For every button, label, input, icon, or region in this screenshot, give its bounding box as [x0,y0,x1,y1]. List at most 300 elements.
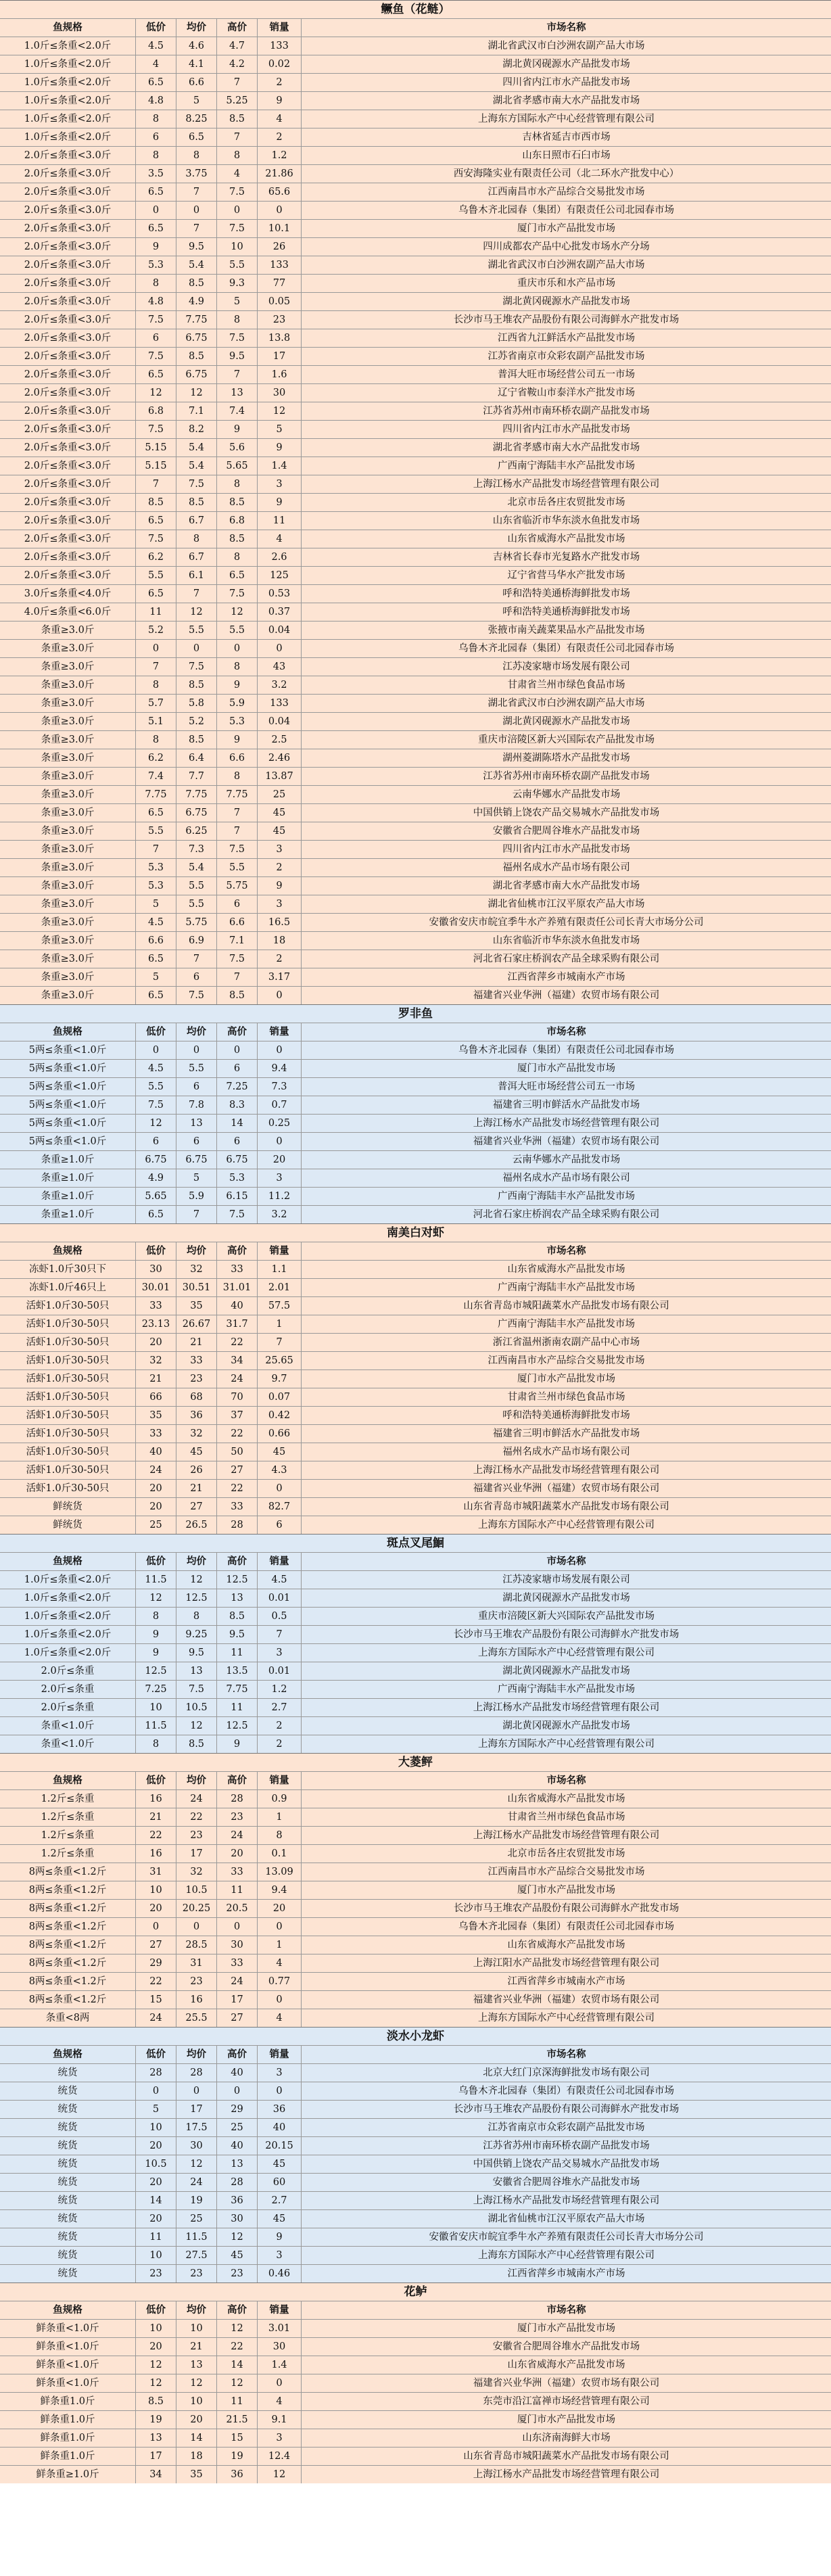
header-row [0,18,831,37]
table-cell: 7.25 [135,1681,176,1698]
table-row [0,164,831,183]
table-cell: 8 [135,731,176,749]
table-cell: 40 [257,2119,301,2136]
table-cell: 福建省三明市鲜活水产品批发市场 [301,1096,831,1114]
table-cell: 5.7 [135,695,176,712]
table-cell: 4 [216,165,257,183]
table-cell: 0.02 [257,55,301,73]
table-cell: 20.5 [216,1900,257,1917]
table-cell: 6.5 [135,220,176,237]
table-cell: 33 [216,1261,257,1278]
table-cell: 统货 [57,2214,78,2224]
table-cell: 13.5 [216,1662,257,1680]
table-row [0,2155,831,2173]
table-row [0,383,831,402]
table-cell: 8两≤条重<1.2斤 [28,1940,107,1950]
table-row [0,2246,831,2264]
table-cell: 10 [216,238,257,256]
table-title: 花鲈 [0,2282,831,2301]
table-row [0,329,831,347]
table-cell: 25 [216,2119,257,2136]
table-cell: 1.4 [257,2356,301,2374]
table-cell: 30 [257,2338,301,2356]
table-row [0,822,831,840]
table-cell: 广西南宁海陆丰水产品批发市场 [301,1315,831,1333]
table-cell: 26.5 [176,1516,216,1534]
table-cell: 14 [216,2356,257,2374]
table-cell: 3.2 [257,1206,301,1223]
table-cell: 1.0斤≤条重<2.0斤 [24,1593,112,1603]
table-cell: 3.5 [135,165,176,183]
column-header: 均价 [176,2046,216,2063]
table-cell: 8.5 [216,494,257,511]
table-row [0,1735,831,1753]
table-cell: 9 [257,877,301,895]
table-cell: 山东省青岛市城阳蔬菜水产品批发市场有限公司 [301,1498,831,1516]
table-cell: 21.5 [216,2411,257,2429]
table-cell: 上海东方国际水产中心经营管理有限公司 [301,2009,831,2027]
table-cell: 条重≥3.0斤 [41,954,95,964]
table-cell: 7 [135,658,176,676]
table-cell: 9 [257,494,301,511]
table-cell: 1.0斤≤条重<2.0斤 [24,1647,112,1658]
table-cell: 11.5 [135,1571,176,1589]
table-cell: 张掖市南关蔬菜果品水产品批发市场 [301,622,831,639]
table-cell: 8.5 [216,987,257,1004]
table-cell: 湖北省仙桃市江汉平原农产品大市场 [301,2210,831,2228]
table-cell: 0 [257,1041,301,1059]
table-row [0,1954,831,1972]
table-cell: 6.6 [176,74,216,91]
column-header: 销量 [257,2046,301,2063]
table-cell: 条重≥3.0斤 [41,716,95,727]
table-cell: 125 [257,567,301,584]
table-cell: 条重≥1.0斤 [41,1173,95,1184]
table-cell: 活虾1.0斤30-50只 [26,1355,110,1366]
table-cell: 9.4 [257,1060,301,1077]
table-cell: 11 [216,1881,257,1899]
table-cell: 条重≥3.0斤 [41,862,95,873]
table-cell: 鲜条重≥1.0斤 [36,2469,99,2480]
table-cell: 呼和浩特美通桥海鲜批发市场 [301,1407,831,1424]
table-cell: 5 [135,2101,176,2118]
table-cell: 条重≥3.0斤 [41,826,95,837]
table-cell: 3 [257,895,301,913]
table-row [0,913,831,931]
table-cell: 2.6 [257,548,301,566]
table-cell: 北京大红门京深海鲜批发市场有限公司 [301,2064,831,2082]
table-cell: 6.2 [135,749,176,767]
table-cell: 37 [216,1407,257,1424]
table-cell: 河北省石家庄桥润农产品全球采购有限公司 [301,1206,831,1223]
table-cell: 2.7 [257,1699,301,1716]
table-cell: 5.65 [135,1188,176,1205]
table-cell: 11.5 [176,2228,216,2246]
table-cell: 广西南宁海陆丰水产品批发市场 [301,1188,831,1205]
table-cell: 0.42 [257,1407,301,1424]
table-cell: 福建省兴业华洲（福建）农贸市场有限公司 [301,2374,831,2392]
table-cell: 吉林省延吉市西市场 [301,128,831,146]
table-cell: 7.7 [176,768,216,785]
table-cell: 中国供销上饶农产品交易城水产品批发市场 [301,2155,831,2173]
table-cell: 11.2 [257,1188,301,1205]
table-cell: 5.5 [216,256,257,274]
table-row [0,1662,831,1680]
table-row [0,201,831,219]
table-row [0,2173,831,2191]
table-cell: 5 [257,421,301,438]
table-cell: 江西省萍乡市城南水产市场 [301,1973,831,1990]
table-cell: 25 [257,786,301,803]
table-cell: 5.4 [176,457,216,475]
table-cell: 四川省内江市水产品批发市场 [301,74,831,91]
table-cell: 21 [176,1480,216,1497]
table-cell: 福建省兴业华洲（福建）农贸市场有限公司 [301,1133,831,1150]
table-cell: 10.5 [176,1699,216,1716]
table-cell: 5.5 [176,877,216,895]
table-cell: 25.65 [257,1352,301,1369]
table-cell: 23 [176,1973,216,1990]
table-cell: 12 [176,2155,216,2173]
table-cell: 9 [216,731,257,749]
table-cell: 湖北省孝感市南大水产品批发市场 [301,92,831,110]
table-cell: 活虾1.0斤30-50只 [26,1483,110,1494]
table-cell: 11 [216,2393,257,2410]
table-cell: 5.4 [176,859,216,876]
table-cell: 7 [216,128,257,146]
table-cell: 3.0斤≤条重<4.0斤 [24,588,112,599]
price-table [0,2027,831,2282]
table-cell: 10 [176,2393,216,2410]
table-cell: 条重≥3.0斤 [41,899,95,910]
table-cell: 湖北黄冈砚源水产品批发市场 [301,293,831,310]
table-cell: 2.0斤≤条重<3.0斤 [24,570,112,581]
table-cell: 8 [216,311,257,329]
table-cell: 上海东方国际水产中心经营管理有限公司 [301,110,831,128]
table-cell: 条重≥1.0斤 [41,1154,95,1165]
column-header: 高价 [216,1242,257,1260]
table-row [0,1479,831,1497]
table-cell: 条重≥3.0斤 [41,734,95,745]
table-cell: 0.77 [257,1973,301,1990]
table-cell: 8两≤条重<1.2斤 [28,1867,107,1877]
table-cell: 7.3 [176,841,216,858]
table-cell: 长沙市马王堆农产品股份有限公司海鲜水产批发市场 [301,1626,831,1643]
table-row [0,1716,831,1735]
table-cell: 5.9 [176,1188,216,1205]
table-cell: 7.75 [176,311,216,329]
table-cell: 9.25 [176,1626,216,1643]
table-cell: 0 [257,1991,301,2009]
table-row [0,2209,831,2228]
table-cell: 7 [257,1626,301,1643]
table-cell: 2.5 [257,731,301,749]
table-cell: 5.5 [135,822,176,840]
table-cell: 6.15 [216,1188,257,1205]
table-row [0,1680,831,1698]
table-cell: 西安海隆实业有限责任公司（北二环水产批发中心） [301,165,831,183]
table-cell: 2.0斤≤条重<3.0斤 [24,333,112,344]
table-cell: 8.5 [176,494,216,511]
table-cell: 36 [216,2192,257,2209]
table-row [0,785,831,803]
table-cell: 条重≥3.0斤 [41,881,95,891]
table-cell: 6 [216,895,257,913]
table-cell: 13.8 [257,329,301,347]
table-cell: 7.25 [216,1078,257,1096]
table-cell: 82.7 [257,1498,301,1516]
table-cell: 湖北黄冈砚源水产品批发市场 [301,713,831,730]
table-cell: 3.2 [257,676,301,694]
table-cell: 7.5 [176,658,216,676]
table-cell: 20 [216,1845,257,1863]
table-cell: 3.17 [257,968,301,986]
table-cell: 22 [135,1973,176,1990]
table-cell: 5.5 [176,622,216,639]
table-cell: 5两≤条重<1.0斤 [28,1063,107,1074]
table-cell: 11 [216,1644,257,1662]
table-cell: 15 [216,2429,257,2447]
table-row [0,2063,831,2082]
table-cell: 23 [216,1808,257,1826]
table-row [0,1041,831,1059]
table-cell: 活虾1.0斤30-50只 [26,1374,110,1384]
table-row [0,1789,831,1808]
table-cell: 统货 [57,2140,78,2151]
table-row [0,110,831,128]
table-row [0,2082,831,2100]
table-cell: 21 [135,1370,176,1388]
table-cell: 2.0斤≤条重<3.0斤 [24,168,112,179]
table-cell: 2 [257,74,301,91]
table-cell: 活虾1.0斤30-50只 [26,1410,110,1421]
table-cell: 0 [176,1918,216,1936]
table-cell: 13 [216,384,257,402]
table-cell: 12 [176,1717,216,1735]
table-cell: 45 [216,2247,257,2264]
table-cell: 5.8 [176,695,216,712]
column-header: 市场名称 [301,19,831,37]
table-cell: 2.0斤≤条重<3.0斤 [24,442,112,453]
table-cell: 33 [176,1352,216,1369]
table-cell: 8 [135,147,176,164]
table-cell: 条重≥3.0斤 [41,625,95,636]
table-row [0,1698,831,1716]
table-cell: 45 [257,804,301,822]
table-cell: 7 [176,183,216,201]
table-row [0,2136,831,2155]
table-row [0,310,831,329]
table-cell: 4 [257,2009,301,2027]
table-cell: 7 [176,585,216,603]
table-cell: 4 [257,530,301,548]
table-cell: 5 [176,1169,216,1187]
table-cell: 乌鲁木齐北园春（集团）有限责任公司北园春市场 [301,1918,831,1936]
table-cell: 20 [135,2174,176,2191]
table-cell: 上海东方国际水产中心经营管理有限公司 [301,1644,831,1662]
table-row [0,1443,831,1461]
table-cell: 9 [257,92,301,110]
table-cell: 10.1 [257,220,301,237]
table-row [0,1205,831,1223]
table-cell: 乌鲁木齐北园春（集团）有限责任公司北园春市场 [301,202,831,219]
table-cell: 8.5 [216,530,257,548]
table-cell: 8两≤条重<1.2斤 [28,1976,107,1987]
table-cell: 34 [135,2466,176,2483]
table-cell: 鲜条重<1.0斤 [36,2341,99,2352]
table-cell: 6.5 [135,366,176,383]
table-cell: 20 [257,1900,301,1917]
table-cell: 2.0斤≤条重<3.0斤 [24,278,112,289]
table-row [0,1059,831,1077]
table-cell: 10 [135,2247,176,2264]
table-cell: 15 [135,1991,176,2009]
table-cell: 10.5 [135,2155,176,2173]
column-header: 均价 [176,1772,216,1789]
table-cell: 0 [135,1041,176,1059]
table-row [0,639,831,657]
table-cell: 福州名成水产品市场有限公司 [301,859,831,876]
table-cell: 20 [176,2411,216,2429]
table-cell: 湖北黄冈砚源水产品批发市场 [301,1717,831,1735]
table-cell: 24 [216,1370,257,1388]
table-row [0,365,831,383]
table-cell: 0.5 [257,1608,301,1625]
table-cell: 8 [135,1735,176,1753]
table-cell: 22 [176,1808,216,1826]
table-row [0,1169,831,1187]
table-row [0,1260,831,1278]
table-cell: 条重≥3.0斤 [41,789,95,800]
table-cell: 鲜统货 [53,1520,82,1530]
table-cell: 7 [257,1334,301,1351]
table-cell: 45 [257,2155,301,2173]
table-cell: 8 [135,676,176,694]
table-cell: 13 [176,2356,216,2374]
column-header: 市场名称 [301,1242,831,1260]
table-cell: 湖北黄冈砚源水产品批发市场 [301,1662,831,1680]
column-header: 市场名称 [301,2046,831,2063]
table-cell: 鲜条重<1.0斤 [36,2378,99,2389]
table-row [0,1333,831,1351]
table-row [0,1077,831,1096]
table-cell: 山东日照市石臼市场 [301,147,831,164]
table-cell: 鲜条重1.0斤 [40,2451,95,2462]
table-cell: 31 [135,1863,176,1881]
table-cell: 活虾1.0斤30-50只 [26,1319,110,1330]
column-header: 低价 [135,1242,176,1260]
table-cell: 湖北黄冈砚源水产品批发市场 [301,55,831,73]
table-cell: 统货 [57,2195,78,2206]
table-cell: 5.75 [216,877,257,895]
table-cell: 27 [176,1498,216,1516]
table-title: 大菱鲆 [0,1753,831,1771]
table-cell: 33 [216,1954,257,1972]
table-cell: 8 [135,275,176,292]
table-row [0,1990,831,2009]
table-cell: 13 [176,1115,216,1132]
table-cell: 7 [135,475,176,493]
table-cell: 甘肃省兰州市绿色食品市场 [301,1388,831,1406]
table-cell: 2.01 [257,1279,301,1296]
table-row [0,876,831,895]
table-cell: 上海江杨水产品批发市场经营管理有限公司 [301,475,831,493]
table-cell: 33 [216,1863,257,1881]
table-cell: 7.5 [135,348,176,365]
table-cell: 2.0斤≤条重 [41,1684,95,1695]
table-cell: 条重≥3.0斤 [41,680,95,690]
table-row [0,1607,831,1625]
table-cell: 6.1 [176,567,216,584]
table-cell: 23 [257,311,301,329]
column-header: 高价 [216,1772,257,1789]
table-cell: 10 [176,2320,216,2337]
table-cell: 12 [176,384,216,402]
table-cell: 20.25 [176,1900,216,1917]
table-cell: 2 [257,1735,301,1753]
table-cell: 山东省青岛市城阳蔬菜水产品批发市场有限公司 [301,2448,831,2465]
table-row [0,1388,831,1406]
table-cell: 0.04 [257,622,301,639]
table-row [0,1936,831,1954]
table-cell: 21.86 [257,165,301,183]
table-cell: 57.5 [257,1297,301,1315]
table-row [0,694,831,712]
table-cell: 0 [216,1918,257,1936]
table-cell: 江西省萍乡市城南水产市场 [301,968,831,986]
table-cell: 吉林省长春市光复路水产批发市场 [301,548,831,566]
table-cell: 7.5 [176,1681,216,1698]
table-cell: 重庆市涪陵区新大兴国际农产品批发市场 [301,1608,831,1625]
table-cell: 10 [135,2320,176,2337]
table-cell: 17.5 [176,2119,216,2136]
table-cell: 1.0斤≤条重<2.0斤 [24,59,112,70]
table-cell: 9 [216,676,257,694]
table-cell: 3 [257,475,301,493]
price-table [0,1004,831,1223]
table-cell: 甘肃省兰州市绿色食品市场 [301,1808,831,1826]
table-cell: 6.6 [135,932,176,950]
table-cell: 70 [216,1388,257,1406]
table-cell: 福州名成水产品市场有限公司 [301,1443,831,1461]
table-row [0,1863,831,1881]
table-cell: 统货 [57,2232,78,2243]
table-row [0,931,831,950]
table-cell: 上海东方国际水产中心经营管理有限公司 [301,1735,831,1753]
table-cell: 13 [216,1589,257,1607]
table-cell: 0 [135,640,176,657]
column-header: 鱼规格 [53,22,82,33]
table-row [0,2410,831,2429]
table-cell: 5.5 [216,622,257,639]
column-header: 销量 [257,1242,301,1260]
table-row [0,986,831,1004]
table-cell: 9.5 [176,238,216,256]
table-cell: 2.0斤≤条重<3.0斤 [24,314,112,325]
table-cell: 6.6 [216,749,257,767]
table-cell: 27 [216,2009,257,2027]
table-cell: 6 [176,1133,216,1150]
table-cell: 1.2斤≤条重 [41,1794,95,1804]
table-row [0,128,831,146]
table-cell: 0 [176,2082,216,2100]
table-cell: 上海江杨水产品批发市场经营管理有限公司 [301,1699,831,1716]
table-cell: 7.3 [257,1078,301,1096]
column-header: 销量 [257,19,301,37]
table-cell: 20 [135,1334,176,1351]
table-cell: 福州名成水产品市场有限公司 [301,1169,831,1187]
table-cell: 2.0斤≤条重<3.0斤 [24,296,112,307]
